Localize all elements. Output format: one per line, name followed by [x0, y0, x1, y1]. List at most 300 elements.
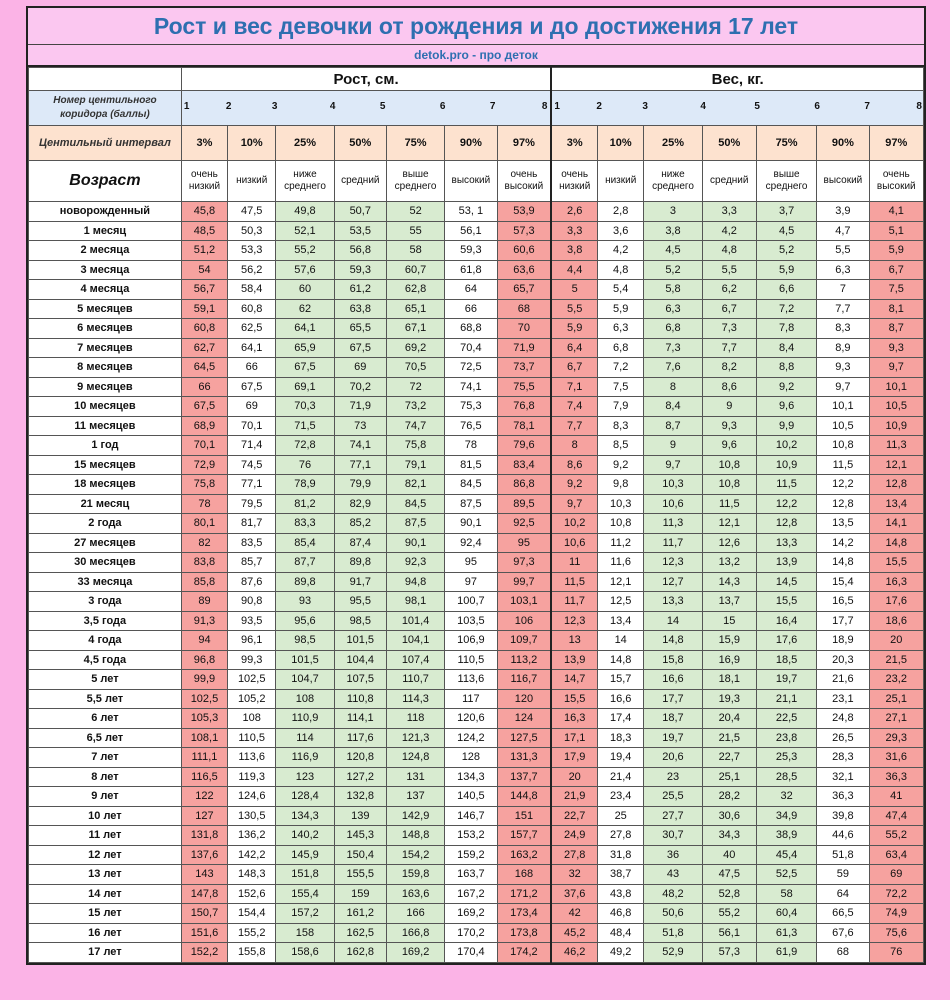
weight-value-cell: 52,5 [756, 865, 816, 885]
height-value-cell: 153,2 [445, 826, 497, 846]
weight-value-cell: 11,5 [817, 455, 869, 475]
weight-value-cell: 30,6 [702, 806, 756, 826]
weight-value-cell: 20,3 [817, 650, 869, 670]
weight-value-cell: 14,1 [869, 514, 923, 534]
weight-value-cell: 13,3 [644, 592, 702, 612]
weight-value-cell: 15,5 [869, 553, 923, 573]
table-row [29, 592, 924, 612]
weight-value-cell: 7,5 [869, 280, 923, 300]
weight-value-cell: 47,4 [869, 806, 923, 826]
height-value-cell: 154,4 [228, 904, 276, 924]
weight-value-cell: 11,7 [644, 533, 702, 553]
weight-corridor-numbers [551, 91, 923, 126]
age-cell: 5,5 лет [29, 689, 182, 709]
height-value-cell: 67,5 [181, 397, 227, 417]
weight-value-cell: 8,4 [756, 338, 816, 358]
weight-value-cell: 76 [869, 943, 923, 963]
weight-category-header: очень низкий [551, 161, 597, 202]
height-value-cell: 162,8 [334, 943, 386, 963]
weight-value-cell: 9,2 [598, 455, 644, 475]
weight-value-cell: 45,4 [756, 845, 816, 865]
weight-value-cell: 9,3 [702, 416, 756, 436]
height-value-cell: 128 [445, 748, 497, 768]
table-row [29, 865, 924, 885]
height-value-cell: 80,1 [181, 514, 227, 534]
height-value-cell: 127 [181, 806, 227, 826]
height-value-cell: 82,1 [386, 475, 444, 495]
corridor-number: 4 [700, 101, 706, 112]
height-value-cell: 151 [497, 806, 551, 826]
age-cell: 7 лет [29, 748, 182, 768]
weight-value-cell: 23,8 [756, 728, 816, 748]
weight-value-cell: 3,8 [551, 241, 597, 261]
table-row [29, 845, 924, 865]
age-cell: 6 месяцев [29, 319, 182, 339]
weight-value-cell: 25 [598, 806, 644, 826]
table-row [29, 787, 924, 807]
weight-value-cell: 11 [551, 553, 597, 573]
height-value-cell: 85,7 [228, 553, 276, 573]
weight-value-cell: 18,6 [869, 611, 923, 631]
weight-value-cell: 16,6 [644, 670, 702, 690]
height-value-cell: 69 [334, 358, 386, 378]
height-value-cell: 62,5 [228, 319, 276, 339]
weight-value-cell: 15,4 [817, 572, 869, 592]
height-value-cell: 76,5 [445, 416, 497, 436]
height-value-cell: 162,5 [334, 923, 386, 943]
height-value-cell: 148,8 [386, 826, 444, 846]
weight-value-cell: 21,9 [551, 787, 597, 807]
weight-value-cell: 10,9 [756, 455, 816, 475]
height-value-cell: 64,5 [181, 358, 227, 378]
table-row [29, 494, 924, 514]
weight-value-cell: 27,1 [869, 709, 923, 729]
weight-value-cell: 16,9 [702, 650, 756, 670]
height-value-cell: 92,4 [445, 533, 497, 553]
height-value-cell: 59,3 [334, 260, 386, 280]
height-value-cell: 114,3 [386, 689, 444, 709]
weight-value-cell: 3,3 [551, 221, 597, 241]
height-value-cell: 124,8 [386, 748, 444, 768]
height-value-cell: 56,1 [445, 221, 497, 241]
weight-value-cell: 25,3 [756, 748, 816, 768]
weight-value-cell: 13,9 [756, 553, 816, 573]
height-value-cell: 70 [497, 319, 551, 339]
height-value-cell: 66 [181, 377, 227, 397]
weight-value-cell: 10,8 [702, 475, 756, 495]
weight-category-header: ниже среднего [644, 161, 702, 202]
weight-value-cell: 14,2 [817, 533, 869, 553]
height-value-cell: 59,3 [445, 241, 497, 261]
height-value-cell: 158 [276, 923, 334, 943]
weight-value-cell: 8,1 [869, 299, 923, 319]
weight-section-header: Вес, кг. [551, 68, 923, 91]
weight-value-cell: 15,5 [756, 592, 816, 612]
height-value-cell: 93 [276, 592, 334, 612]
weight-value-cell: 7,1 [551, 377, 597, 397]
table-row [29, 904, 924, 924]
height-value-cell: 111,1 [181, 748, 227, 768]
weight-value-cell: 14 [598, 631, 644, 651]
height-value-cell: 47,5 [228, 202, 276, 222]
height-value-cell: 77,1 [228, 475, 276, 495]
age-cell: 9 лет [29, 787, 182, 807]
weight-value-cell: 11,3 [644, 514, 702, 534]
table-row [29, 221, 924, 241]
weight-value-cell: 8,6 [551, 455, 597, 475]
weight-value-cell: 44,6 [817, 826, 869, 846]
table-row [29, 319, 924, 339]
weight-value-cell: 11,3 [869, 436, 923, 456]
height-value-cell: 74,1 [445, 377, 497, 397]
height-value-cell: 94,8 [386, 572, 444, 592]
weight-value-cell: 15,8 [644, 650, 702, 670]
weight-value-cell: 9,2 [551, 475, 597, 495]
height-value-cell: 163,2 [497, 845, 551, 865]
height-value-cell: 93,5 [228, 611, 276, 631]
weight-category-header: низкий [598, 161, 644, 202]
age-cell: 4 года [29, 631, 182, 651]
height-value-cell: 49,8 [276, 202, 334, 222]
weight-percentile-header: 25% [644, 126, 702, 161]
weight-value-cell: 16,5 [817, 592, 869, 612]
weight-value-cell: 5,5 [702, 260, 756, 280]
corridor-number: 8 [916, 101, 922, 112]
age-cell: 12 лет [29, 845, 182, 865]
weight-value-cell: 23,2 [869, 670, 923, 690]
height-value-cell: 67,5 [228, 377, 276, 397]
weight-percentile-header: 10% [598, 126, 644, 161]
weight-value-cell: 4,5 [644, 241, 702, 261]
height-value-cell: 101,5 [334, 631, 386, 651]
height-value-cell: 152,6 [228, 884, 276, 904]
interval-label: Центильный интервал [29, 126, 182, 161]
weight-value-cell: 12,8 [869, 475, 923, 495]
age-cell: 16 лет [29, 923, 182, 943]
weight-value-cell: 6,8 [644, 319, 702, 339]
height-value-cell: 57,3 [497, 221, 551, 241]
weight-value-cell: 6,3 [644, 299, 702, 319]
height-value-cell: 91,3 [181, 611, 227, 631]
age-cell: 15 месяцев [29, 455, 182, 475]
height-value-cell: 119,3 [228, 767, 276, 787]
height-value-cell: 63,8 [334, 299, 386, 319]
weight-value-cell: 8,2 [702, 358, 756, 378]
table-row [29, 241, 924, 261]
weight-value-cell: 38,7 [598, 865, 644, 885]
weight-value-cell: 14 [644, 611, 702, 631]
height-value-cell: 168 [497, 865, 551, 885]
corridor-number: 2 [225, 101, 232, 112]
weight-value-cell: 11,6 [598, 553, 644, 573]
height-percentile-header: 3% [181, 126, 227, 161]
height-value-cell: 108,1 [181, 728, 227, 748]
height-category-header: выше среднего [386, 161, 444, 202]
site-caption: detok.pro - про деток [28, 45, 924, 67]
height-value-cell: 100,7 [445, 592, 497, 612]
height-value-cell: 127,2 [334, 767, 386, 787]
height-value-cell: 98,5 [276, 631, 334, 651]
height-value-cell: 147,8 [181, 884, 227, 904]
height-value-cell: 98,5 [334, 611, 386, 631]
height-value-cell: 74,1 [334, 436, 386, 456]
weight-value-cell: 42 [551, 904, 597, 924]
weight-value-cell: 32,1 [817, 767, 869, 787]
height-percentile-header: 25% [276, 126, 334, 161]
height-value-cell: 130,5 [228, 806, 276, 826]
age-cell: 3,5 года [29, 611, 182, 631]
height-value-cell: 76,8 [497, 397, 551, 417]
weight-value-cell: 9 [644, 436, 702, 456]
weight-value-cell: 6,7 [702, 299, 756, 319]
height-value-cell: 85,8 [181, 572, 227, 592]
height-value-cell: 68 [497, 299, 551, 319]
height-value-cell: 55 [386, 221, 444, 241]
weight-value-cell: 4,2 [702, 221, 756, 241]
corridor-number: 3 [642, 101, 648, 112]
weight-value-cell: 26,5 [817, 728, 869, 748]
height-value-cell: 87,5 [445, 494, 497, 514]
weight-percentile-header: 75% [756, 126, 816, 161]
height-value-cell: 79,1 [386, 455, 444, 475]
height-value-cell: 82,9 [334, 494, 386, 514]
height-value-cell: 120,8 [334, 748, 386, 768]
corridor-label: Номер центильного коридора (баллы) [29, 91, 182, 126]
height-value-cell: 117,6 [334, 728, 386, 748]
weight-value-cell: 20 [551, 767, 597, 787]
height-value-cell: 50,7 [334, 202, 386, 222]
weight-value-cell: 5,5 [551, 299, 597, 319]
height-value-cell: 84,5 [386, 494, 444, 514]
age-cell: новорожденный [29, 202, 182, 222]
weight-value-cell: 13 [551, 631, 597, 651]
age-cell: 14 лет [29, 884, 182, 904]
height-value-cell: 71,9 [334, 397, 386, 417]
height-value-cell: 60,8 [181, 319, 227, 339]
height-value-cell: 167,2 [445, 884, 497, 904]
height-value-cell: 137 [386, 787, 444, 807]
corner-cell [29, 68, 182, 91]
weight-value-cell: 12,2 [756, 494, 816, 514]
height-corridor-numbers [181, 91, 551, 126]
height-value-cell: 113,6 [445, 670, 497, 690]
weight-value-cell: 8,6 [702, 377, 756, 397]
weight-value-cell: 37,6 [551, 884, 597, 904]
weight-value-cell: 8,5 [598, 436, 644, 456]
weight-value-cell: 43,8 [598, 884, 644, 904]
weight-value-cell: 16,4 [756, 611, 816, 631]
weight-value-cell: 43 [644, 865, 702, 885]
weight-value-cell: 10,6 [644, 494, 702, 514]
height-value-cell: 159 [334, 884, 386, 904]
weight-value-cell: 9,6 [702, 436, 756, 456]
table-row [29, 650, 924, 670]
height-value-cell: 145,3 [334, 826, 386, 846]
height-value-cell: 173,8 [497, 923, 551, 943]
table-row [29, 611, 924, 631]
height-value-cell: 107,5 [334, 670, 386, 690]
weight-value-cell: 13,2 [702, 553, 756, 573]
height-value-cell: 121,3 [386, 728, 444, 748]
height-value-cell: 154,2 [386, 845, 444, 865]
height-value-cell: 68,9 [181, 416, 227, 436]
height-value-cell: 79,5 [228, 494, 276, 514]
height-value-cell: 114,1 [334, 709, 386, 729]
weight-value-cell: 17,9 [551, 748, 597, 768]
age-cell: 17 лет [29, 943, 182, 963]
height-value-cell: 87,4 [334, 533, 386, 553]
height-value-cell: 60,6 [497, 241, 551, 261]
table-row [29, 923, 924, 943]
weight-value-cell: 21,5 [702, 728, 756, 748]
height-value-cell: 67,5 [276, 358, 334, 378]
height-value-cell: 169,2 [445, 904, 497, 924]
height-value-cell: 72,5 [445, 358, 497, 378]
height-value-cell: 56,7 [181, 280, 227, 300]
growth-table [28, 67, 924, 963]
weight-value-cell: 24,8 [817, 709, 869, 729]
weight-value-cell: 11,5 [702, 494, 756, 514]
height-value-cell: 166,8 [386, 923, 444, 943]
height-value-cell: 131,8 [181, 826, 227, 846]
age-cell: 11 лет [29, 826, 182, 846]
table-row [29, 280, 924, 300]
corridor-number: 1 [183, 101, 190, 112]
height-value-cell: 53,5 [334, 221, 386, 241]
weight-value-cell: 20 [869, 631, 923, 651]
height-value-cell: 90,8 [228, 592, 276, 612]
height-value-cell: 157,7 [497, 826, 551, 846]
height-percentile-header: 10% [228, 126, 276, 161]
height-category-header: очень высокий [497, 161, 551, 202]
weight-value-cell: 27,8 [551, 845, 597, 865]
age-cell: 33 месяца [29, 572, 182, 592]
height-value-cell: 65,1 [386, 299, 444, 319]
height-value-cell: 140,2 [276, 826, 334, 846]
height-value-cell: 158,6 [276, 943, 334, 963]
height-value-cell: 124 [497, 709, 551, 729]
weight-value-cell: 5,9 [598, 299, 644, 319]
height-value-cell: 116,7 [497, 670, 551, 690]
height-value-cell: 83,8 [181, 553, 227, 573]
height-value-cell: 73 [334, 416, 386, 436]
weight-value-cell: 9,2 [756, 377, 816, 397]
weight-value-cell: 41 [869, 787, 923, 807]
height-value-cell: 134,3 [276, 806, 334, 826]
weight-value-cell: 20,6 [644, 748, 702, 768]
height-value-cell: 50,3 [228, 221, 276, 241]
height-value-cell: 90,1 [386, 533, 444, 553]
height-value-cell: 139 [334, 806, 386, 826]
height-value-cell: 144,8 [497, 787, 551, 807]
height-value-cell: 75,8 [181, 475, 227, 495]
weight-percentile-header: 90% [817, 126, 869, 161]
height-value-cell: 70,1 [228, 416, 276, 436]
height-value-cell: 89,5 [497, 494, 551, 514]
weight-value-cell: 7,5 [598, 377, 644, 397]
weight-value-cell: 9,3 [869, 338, 923, 358]
age-cell: 10 лет [29, 806, 182, 826]
weight-value-cell: 31,6 [869, 748, 923, 768]
weight-value-cell: 51,8 [817, 845, 869, 865]
height-value-cell: 53,3 [228, 241, 276, 261]
weight-value-cell: 18,7 [644, 709, 702, 729]
weight-value-cell: 8,4 [644, 397, 702, 417]
age-cell: 11 месяцев [29, 416, 182, 436]
height-value-cell: 110,5 [228, 728, 276, 748]
table-row [29, 358, 924, 378]
height-value-cell: 52,1 [276, 221, 334, 241]
weight-value-cell: 23,4 [598, 787, 644, 807]
weight-value-cell: 4,4 [551, 260, 597, 280]
age-cell: 4 месяца [29, 280, 182, 300]
weight-value-cell: 18,9 [817, 631, 869, 651]
weight-value-cell: 17,7 [817, 611, 869, 631]
age-cell: 2 месяца [29, 241, 182, 261]
height-value-cell: 137,7 [497, 767, 551, 787]
weight-value-cell: 8 [551, 436, 597, 456]
height-value-cell: 70,1 [181, 436, 227, 456]
table-row [29, 631, 924, 651]
height-value-cell: 71,4 [228, 436, 276, 456]
age-cell: 21 месяц [29, 494, 182, 514]
height-value-cell: 134,3 [445, 767, 497, 787]
weight-value-cell: 5,2 [756, 241, 816, 261]
table-row [29, 455, 924, 475]
height-value-cell: 107,4 [386, 650, 444, 670]
weight-value-cell: 5,8 [644, 280, 702, 300]
weight-value-cell: 68 [817, 943, 869, 963]
weight-value-cell: 63,4 [869, 845, 923, 865]
weight-value-cell: 58 [756, 884, 816, 904]
weight-value-cell: 12,3 [644, 553, 702, 573]
weight-value-cell: 10,1 [869, 377, 923, 397]
weight-value-cell: 28,2 [702, 787, 756, 807]
weight-value-cell: 4,2 [598, 241, 644, 261]
weight-value-cell: 6,6 [756, 280, 816, 300]
weight-value-cell: 34,9 [756, 806, 816, 826]
height-value-cell: 87,6 [228, 572, 276, 592]
height-category-header: ниже среднего [276, 161, 334, 202]
height-value-cell: 69,2 [386, 338, 444, 358]
table-row [29, 377, 924, 397]
weight-value-cell: 10,8 [817, 436, 869, 456]
height-value-cell: 60,8 [228, 299, 276, 319]
table-row [29, 767, 924, 787]
height-percentile-header: 50% [334, 126, 386, 161]
weight-value-cell: 27,8 [598, 826, 644, 846]
weight-value-cell: 3,6 [598, 221, 644, 241]
weight-value-cell: 5,9 [551, 319, 597, 339]
weight-value-cell: 61,3 [756, 923, 816, 943]
height-value-cell: 65,5 [334, 319, 386, 339]
weight-value-cell: 3,8 [644, 221, 702, 241]
weight-value-cell: 8 [644, 377, 702, 397]
corridor-number: 3 [271, 101, 278, 112]
height-value-cell: 94 [181, 631, 227, 651]
weight-value-cell: 11,5 [551, 572, 597, 592]
weight-value-cell: 15,5 [551, 689, 597, 709]
weight-value-cell: 7,9 [598, 397, 644, 417]
weight-value-cell: 13,7 [702, 592, 756, 612]
height-value-cell: 75,8 [386, 436, 444, 456]
age-cell: 6 лет [29, 709, 182, 729]
height-value-cell: 124,6 [228, 787, 276, 807]
height-value-cell: 85,2 [334, 514, 386, 534]
weight-value-cell: 12,3 [551, 611, 597, 631]
age-cell: 8 месяцев [29, 358, 182, 378]
weight-value-cell: 10,2 [551, 514, 597, 534]
